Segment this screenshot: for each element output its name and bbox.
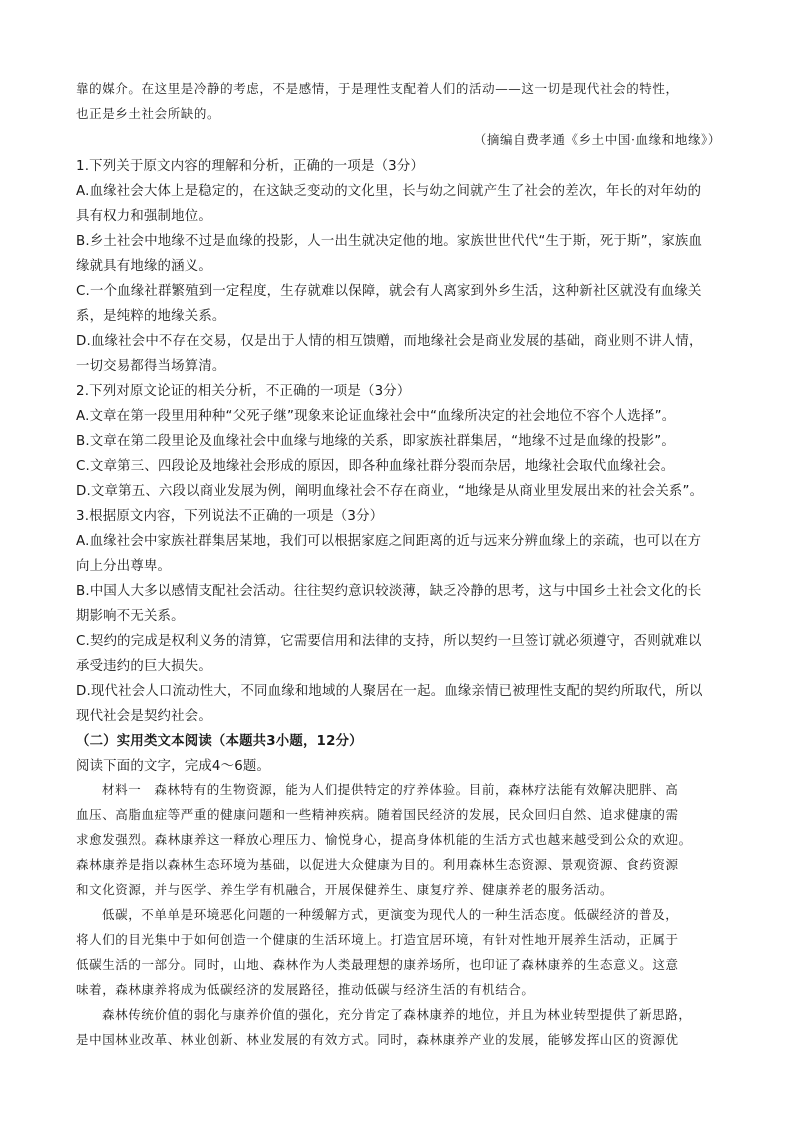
- option-line: A.血缘社会中家族社群集居某地，我们可以根据家庭之间距离的近与远来分辨血缘上的亲疏，也可以在方: [76, 534, 702, 549]
- question-stem: 2.下列对原文论证的相关分析，不正确的一项是（3分）: [76, 384, 411, 399]
- option-line: C.文章第三、四段论及地缘社会形成的原因，即各种血缘社群分裂而杂居，地缘社会取代血缘社会。: [76, 459, 675, 474]
- material-line: 低碳，不单单是环境恶化问题的一种缓解方式，更演变为现代人的一种生活态度。低碳经济的普及，: [102, 907, 679, 922]
- passage-line: 靠的媒介。在这里是冷静的考虑，不是感情，于是理性支配着人们的活动——这一切是现代社会的特性，: [76, 81, 679, 96]
- option-line: D.文章第五、六段以商业发展为例，阐明血缘社会不存在商业，“地缘是从商业里发展出来的社会关系”。: [76, 484, 704, 499]
- option-line: B.文章在第二段里论及血缘社会中血缘与地缘的关系，即家族社群集居，“地缘不过是血缘的投影”。: [76, 434, 675, 449]
- option-line: 现代社会是契约社会。: [76, 709, 212, 724]
- option-line: A.文章在第一段里用种种“父死子继”现象来论证血缘社会中“血缘所决定的社会地位不容个人选择”。: [76, 409, 676, 424]
- question-stem: 1.下列关于原文内容的理解和分析，正确的一项是（3分）: [76, 159, 425, 174]
- passage-source: （摘编自费孝通《乡土中国·血缘和地缘》）: [473, 132, 721, 147]
- option-line: C.契约的完成是权利义务的清算，它需要信用和法律的支持，所以契约一旦签订就必须遵守，否则就难以: [76, 634, 702, 649]
- option-line: B.乡土社会中地缘不过是血缘的投影，人一出生就决定他的地。家族世世代代“生于斯，死于斯”，家族血: [76, 234, 703, 249]
- material-line: 求愈发强烈。森林康养这一释放心理压力、愉悦身心，提高身体机能的生活方式也越来越受到公众的欢迎。: [76, 832, 692, 847]
- option-line: D.现代社会人口流动性大，不同血缘和地域的人聚居在一起。血缘亲情已被理性支配的契约所取代，所以: [76, 684, 703, 699]
- option-line: B.中国人大多以感情支配社会活动。往往契约意识较淡薄，缺乏冷静的思考，这与中国乡土社会文化的长: [76, 584, 702, 599]
- material-line: 将人们的目光集中于如何创造一个健康的生活环境上。打造宜居环境，有针对性地开展养生活动，正属于: [76, 932, 679, 947]
- option-line: D.血缘社会中不存在交易，仅是出于人情的相互馈赠，而地缘社会是商业发展的基础，商业则不讲人情，: [76, 334, 703, 349]
- material-line: 材料一 森林特有的生物资源，能为人们提供特定的疗养体验。目前，森林疗法能有效解决肥胖、高: [102, 782, 679, 797]
- material-line: 低碳生活的一部分。同时，山地、森林作为人类最理想的康养场所，也印证了森林康养的生态意义。这意: [76, 957, 679, 972]
- option-line: 向上分出尊卑。: [76, 559, 172, 574]
- material-line: 是中国林业改革、林业创新、林业发展的有效方式。同时，森林康养产业的发展，能够发挥山区的资源优: [76, 1032, 679, 1047]
- material-line: 森林传统价值的弱化与康养价值的强化，充分肯定了森林康养的地位，并且为林业转型提供了新思路，: [102, 1007, 692, 1022]
- option-line: 缘就具有地缘的涵义。: [76, 259, 212, 274]
- section-instruction: 阅读下面的文字，完成4～6题。: [76, 759, 271, 774]
- material-line: 森林康养是指以森林生态环境为基础，以促进大众健康为目的。利用森林生态资源、景观资源、食药资源: [76, 857, 679, 872]
- material-line: 血压、高脂血症等严重的健康问题和一些精神疾病。随着国民经济的发展，民众回归自然、追求健康的需: [76, 807, 679, 822]
- material-line: 味着，森林康养将成为低碳经济的发展路径，推动低碳与经济生活的有机结合。: [76, 982, 535, 997]
- option-line: 承受违约的巨大损失。: [76, 659, 212, 674]
- option-line: 具有权力和强制地位。: [76, 209, 212, 224]
- option-line: A.血缘社会大体上是稳定的，在这缺乏变动的文化里，长与幼之间就产生了社会的差次，年长的对年幼的: [76, 184, 702, 199]
- passage-line: 也正是乡土社会所缺的。: [76, 106, 221, 121]
- option-line: 一切交易都得当场算清。: [76, 359, 226, 374]
- material-line: 和文化资源，并与医学、养生学有机融合，开展保健养生、康复疗养、健康养老的服务活动。: [76, 882, 614, 897]
- section-heading: （二）实用类文本阅读（本题共3小题，12分）: [76, 734, 363, 749]
- option-line: 期影响不无关系。: [76, 609, 185, 624]
- option-line: 系，是纯粹的地缘关系。: [76, 309, 226, 324]
- question-stem: 3.根据原文内容，下列说法不正确的一项是（3分）: [76, 509, 384, 524]
- option-line: C.一个血缘社群繁殖到一定程度，生存就难以保障，就会有人离家到外乡生活，这种新社区就没有血缘关: [76, 284, 702, 299]
